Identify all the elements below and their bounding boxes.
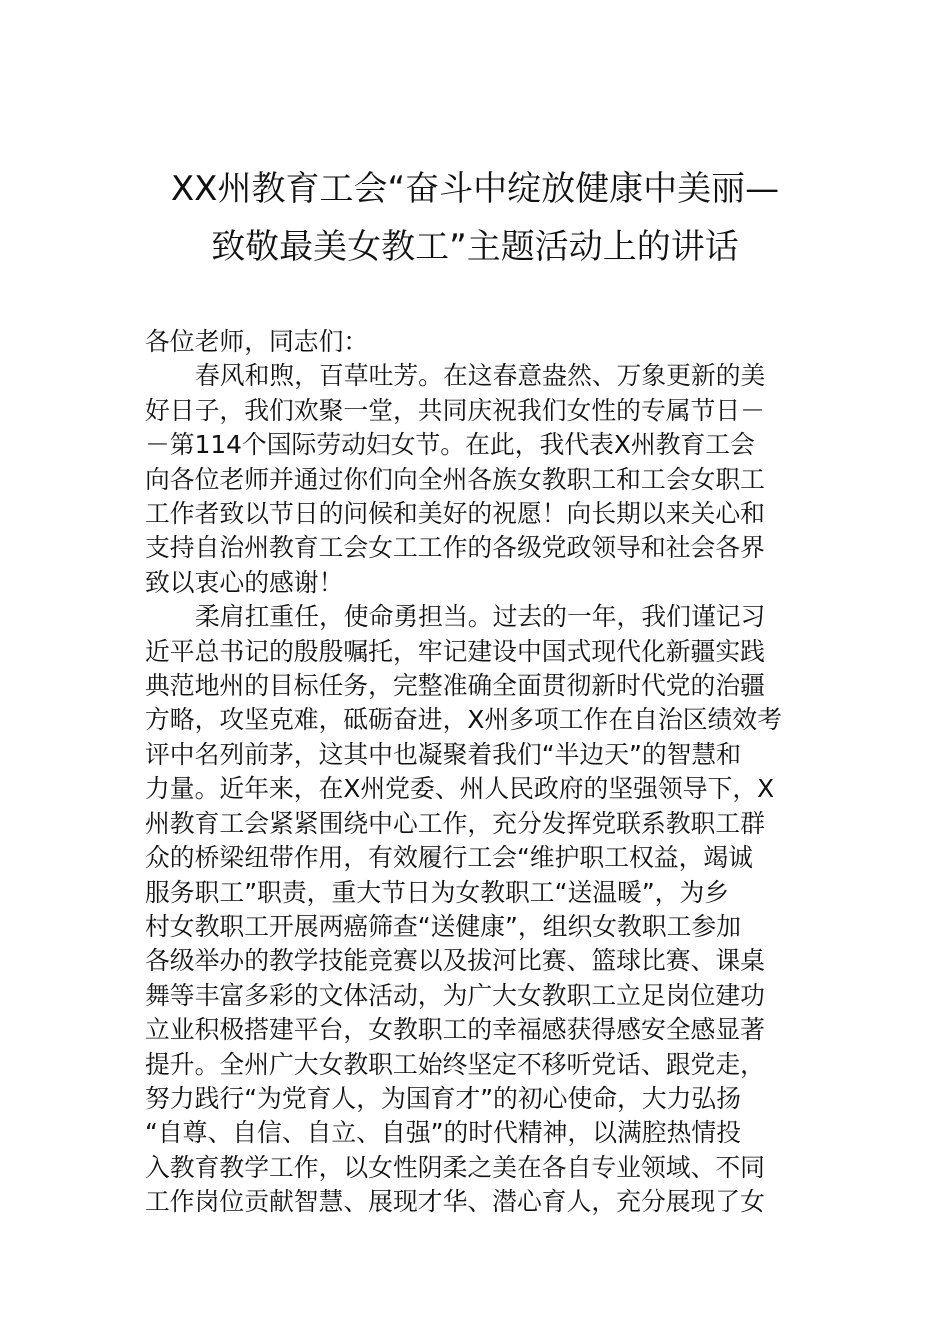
text-line: “自尊、自信、自立、自强”的时代精神，以满腔热情投 [145, 1118, 742, 1148]
text-line: 致以衷心的感谢！ [145, 567, 344, 597]
text-line: 柔肩扛重任，使命勇担当。过去的一年，我们谨记习 [195, 602, 766, 632]
text-line: －第114个国际劳动妇女节。在此，我代表X州教育工会 [145, 430, 755, 460]
text-line: 立业积极搭建平台，女教职工的幸福感获得感安全感显著 [145, 1015, 765, 1045]
text-line: 好日子，我们欢聚一堂，共同庆祝我们女性的专属节日－ [145, 395, 765, 425]
text-line: 近平总书记的殷殷嘱托，牢记建设中国式现代化新疆实践 [145, 636, 765, 666]
text-line: 众的桥梁纽带作用，有效履行工会“维护职工权益，竭诚 [145, 843, 753, 873]
text-line: 向各位老师并通过你们向全州各族女教职工和工会女职工 [145, 464, 765, 494]
text-line: 支持自治州教育工会女工工作的各级党政领导和社会各界 [145, 533, 765, 563]
text-line: 春风和煦，百草吐芳。在这春意盎然、万象更新的美 [195, 361, 766, 391]
text-line: 工作岗位贡献智慧、展现才华、潜心育人，充分展现了女 [145, 1187, 765, 1217]
text-line: 方略，攻坚克难，砥砺奋进，X州多项工作在自治区绩效考 [145, 705, 782, 735]
text-line: 评中名列前茅，这其中也凝聚着我们“半边天”的智慧和 [145, 739, 742, 769]
text-line: 舞等丰富多彩的文体活动，为广大女教职工立足岗位建功 [145, 980, 765, 1010]
salutation: 各位老师，同志们： [145, 327, 369, 356]
text-line: 各级举办的教学技能竞赛以及拔河比赛、篮球比赛、课桌 [145, 946, 765, 976]
text-line: 力量。近年来，在X州党委、州人民政府的坚强领导下，X [145, 774, 775, 804]
text-line: 州教育工会紧紧围绕中心工作，充分发挥党联系教职工群 [145, 808, 765, 838]
text-line: 典范地州的目标任务，完整准确全面贯彻新时代党的治疆 [145, 671, 765, 701]
text-line: 入教育教学工作，以女性阴柔之美在各自专业领域、不同 [145, 1152, 765, 1182]
text-line: 努力践行“为党育人，为国育才”的初心使命，大力弘扬 [145, 1083, 742, 1113]
text-line: 工作者致以节日的问候和美好的祝愿！向长期以来关心和 [145, 499, 765, 529]
title-line: XX州教育工会“奋斗中绽放健康中美丽— [170, 169, 780, 209]
text-line: 村女教职工开展两癌筛查“送健康”，组织女教职工参加 [145, 911, 742, 941]
paragraph-1 [145, 359, 807, 600]
title-line: 致敬最美女教工”主题活动上的讲话 [211, 227, 739, 267]
document-title [130, 160, 820, 276]
text-line: 提升。全州广大女教职工始终坚定不移听党话、跟党走， [145, 1049, 765, 1079]
text-line: 服务职工”职责，重大节日为女教职工“送温暖”，为乡 [145, 877, 730, 907]
document-body [145, 325, 807, 1220]
paragraph-2 [145, 600, 807, 1219]
